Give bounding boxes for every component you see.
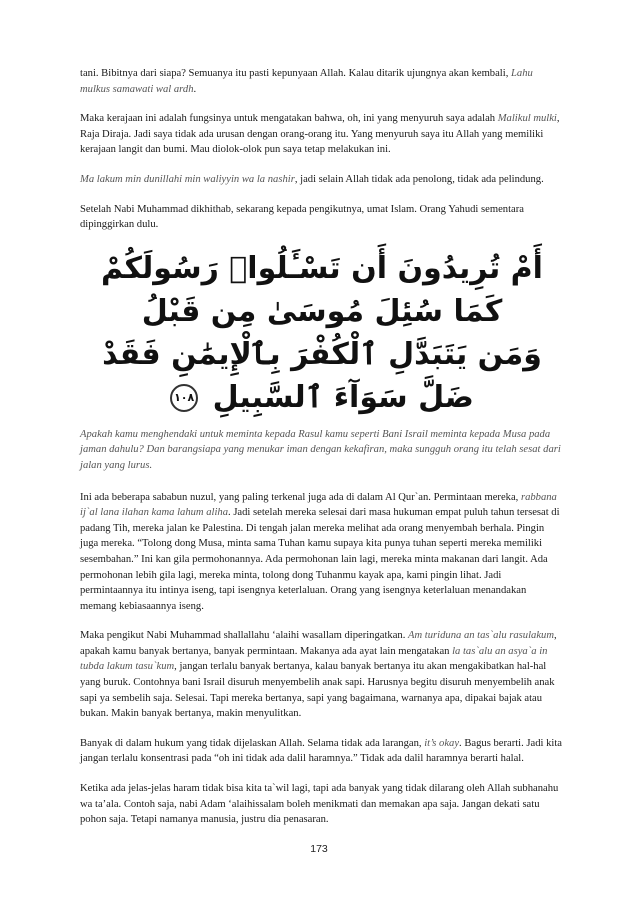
paragraph (80, 111, 564, 158)
paragraph (80, 628, 564, 722)
quran-verse (80, 247, 564, 419)
italic-phrase: Ma lakum min dunillahi min waliyyin wa la nashir (80, 173, 295, 185)
text-run: , apakah kamu banyak bertanya, banyak permintaan. Makanya ada ayat lain mengatakan (80, 630, 557, 657)
text-run: , jadi selain Allah tidak ada penolong, tidak ada pelindung. (294, 173, 544, 185)
text-run: , Raja Diraja. Jadi saya tidak ada urusan dengan orang-orang itu. Yang menyuruh saya itu Allah yang memiliki kerajaan langit dan bumi. Mau diolok-olok pun saya tetap melakukan ini. (80, 113, 560, 156)
paragraphs-before-verse (80, 66, 564, 233)
italic-phrase: la tas`alu an asya`a in tubda lakum tasu`kum (80, 645, 548, 673)
text-run: Maka pengikut Nabi Muhammad shallallahu ‘alaihi wasallam diperingatkan. (80, 630, 409, 642)
page-number: 173 (310, 843, 328, 855)
italic-phrase: it’s okay (424, 737, 460, 749)
paragraph (80, 172, 564, 188)
verse-line-2-text: وَمَن يَتَبَدَّلِ ٱلْكُفْرَ بِٱلْإِيمَٰنِ فَقَدْ ضَلَّ سَوَآءَ ٱلسَّبِيلِ (102, 336, 542, 415)
verse-line-1: أَمْ تُرِيدُونَ أَن تَسْـَٔلُوا۟ رَسُولَكُمْ كَمَا سُئِلَ مُوسَىٰ مِن قَبْلُ (101, 250, 543, 329)
text-run: . Bagus berarti. Jadi kita jangan terlalu konsentrasi pada “oh ini tidak ada dalil haramnya.” Tidak ada dalil haramnya berarti halal. (80, 737, 562, 765)
paragraph (80, 202, 564, 233)
italic-phrase: Malikul mulki (497, 113, 557, 125)
paragraph (80, 490, 564, 615)
text-run: tani. Bibitnya dari siapa? Semuanya itu pasti kepunyaan Allah. Kalau ditarik ujungnya akan kembali, (80, 68, 511, 79)
paragraph (80, 781, 564, 828)
italic-phrase: rabbana ij`al lana ilahan kama lahum aliha (80, 491, 557, 519)
text-run: , jangan terlalu banyak bertanya, kalau banyak bertanya itu akan mengakibatkan hal-hal yang buruk. Contohnya bani Israil disuruh menyembelih anak sapi. Harusnya begitu disuruh menyembelih anak sapi ya sembelih saja. Selesai. Tapi mereka bertanya, sapi yang bagaimana, warnanya apa, dipakai bajak atau bukan. Makin banyak bertanya, makin menyulitkan. (80, 661, 555, 720)
text-run: . Jadi setelah mereka selesai dari masa hukuman empat puluh tahun tersesat di padang Tih, mereka jalan ke Palestina. Di tengah jalan mereka melihat ada orang menyembah berhala. Pingin juga mereka. “Tolong dong Musa, minta sama Tuhan kamu supaya kita punya tuhan seperti mereka memiliki sesembahan.” Ini kan gila permohonannya. Ada permohonan lain lagi, mereka minta makanan dari langit. Ada permohonan lebih gila lagi, mereka minta, tolong dong Tuhanmu kayak apa, kami pingin lihat. Jadi permintaannya itu intinya iseng, tapi isengnya keterlaluan. Orang yang isengnya keterlaluan menandakan memang kebiasaannya iseng. (80, 507, 560, 612)
page-body (80, 66, 564, 842)
italic-phrase: Lahu mulkus samawati wal ardh (80, 68, 533, 95)
verse-line-2 (80, 333, 564, 419)
italic-phrase: Am turiduna an tas`alu rasulakum (408, 630, 554, 642)
paragraphs-after-verse (80, 490, 564, 828)
paragraph (80, 66, 564, 97)
verse-translation: Apakah kamu menghendaki untuk meminta kepada Rasul kamu seperti Bani Israil meminta kepada Musa pada jaman dahulu? Dan barangsiapa yang menukar iman dengan kekafiran, maka sungguh orang itu telah sesat dari jalan yang lurus. (80, 428, 561, 471)
ayah-number-badge: ١٠٨ (170, 384, 198, 412)
text-run: Setelah Nabi Muhammad dikhithab, sekarang kepada pengikutnya, umat Islam. Orang Yahudi sementara dipinggirkan dulu. (80, 203, 524, 231)
paragraph (80, 736, 564, 767)
text-run: . (193, 83, 197, 95)
text-run: Ketika ada jelas-jelas haram tidak bisa kita ta`wil lagi, tapi ada banyak yang tidak dilarang oleh Allah subhanahu wa ta’ala. Contoh saja, nabi Adam ‘alaihissalam boleh menikmati dan memakan apa saja. Jangan dekati satu pohon saja. Tetapi namanya manusia, justru dia penasaran. (80, 783, 559, 826)
text-run: Ini ada beberapa sababun nuzul, yang paling terkenal juga ada di dalam Al Qur`an. Permintaan mereka, (80, 491, 521, 503)
text-run: Banyak di dalam hukum yang tidak dijelaskan Allah. Selama tidak ada larangan, (80, 737, 425, 749)
text-run: Maka kerajaan ini adalah fungsinya untuk mengatakan bahwa, oh, ini yang menyuruh saya adalah (80, 113, 498, 125)
